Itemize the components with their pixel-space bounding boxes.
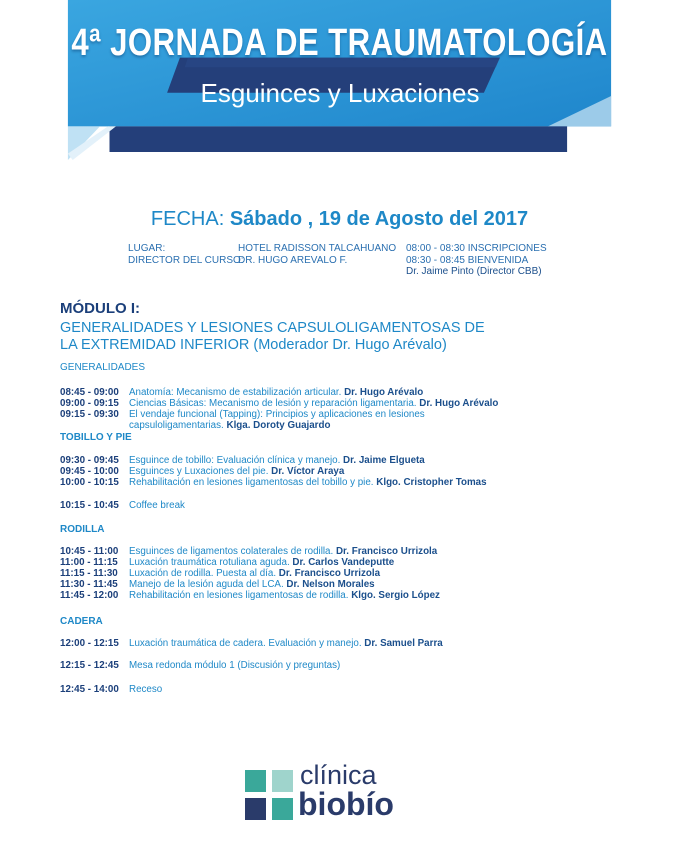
row-time: 12:15 - 12:45 <box>60 660 119 671</box>
schedule-line: Dr. Jaime Pinto (Director CBB) <box>406 266 542 277</box>
row-desc: Rehabilitación en lesiones ligamentosas del tobillo y pie. <box>129 477 374 488</box>
row-speaker: Dr. Francisco Urrizola <box>278 568 381 579</box>
schedule-line: 08:30 - 08:45 BIENVENIDA <box>406 254 529 266</box>
row-desc: Rehabilitación en lesiones ligamentosas de rodilla. <box>129 590 349 601</box>
section-generalidades: GENERALIDADES <box>60 362 146 373</box>
row-speaker: Dr. Hugo Arévalo <box>419 398 499 409</box>
logo-text-biobio: biobío <box>298 786 394 822</box>
row-desc: Ciencias Básicas: Mecanismo de lesión y reparación ligamentaria. <box>129 398 417 409</box>
row-time: 09:15 - 09:30 <box>60 409 119 420</box>
row-time: 12:00 - 12:15 <box>60 638 119 649</box>
logo-text-clinica: clínica <box>300 760 377 790</box>
main-title: 4ª JORNADA DE TRAUMATOLOGÍA <box>71 22 608 64</box>
row-time: 11:15 - 11:30 <box>60 568 118 579</box>
row-desc-wrap <box>129 557 549 569</box>
row-time: 10:45 - 11:00 <box>60 546 119 557</box>
row-time: 09:00 - 09:15 <box>60 398 119 409</box>
row-desc-wrap <box>129 579 549 591</box>
section-rodilla: RODILLA <box>60 524 105 535</box>
row-desc: Luxación traumática de cadera. Evaluación y manejo. <box>129 638 362 649</box>
row-speaker: Dr. Carlos Vandeputte <box>292 557 395 568</box>
opening-schedule <box>406 243 547 278</box>
row-desc: Coffee break <box>129 500 185 511</box>
row-speaker: Dr. Víctor Araya <box>271 466 345 477</box>
row-desc: Esguince de tobillo: Evaluación clínica y manejo. <box>129 455 341 466</box>
row-time: 10:00 - 10:15 <box>60 477 119 488</box>
row-speaker: Dr. Francisco Urrizola <box>335 546 438 557</box>
subtitle: Esguinces y Luxaciones <box>200 78 480 108</box>
row-desc: Luxación traumática rotuliana aguda. <box>129 557 290 568</box>
row-desc-wrap <box>129 398 549 410</box>
row-desc-wrap <box>129 684 549 696</box>
module-subtitle <box>60 320 540 354</box>
banner-text: EVALUACIÓN, TRATAMIENTO Y REHABILITACIÓN <box>130 161 546 182</box>
module-subtitle-line: GENERALIDADES Y LESIONES CAPSULOLIGAMENTOSAS DE <box>60 320 485 336</box>
row-speaker: Dr. Nelson Morales <box>286 579 375 590</box>
row-time: 11:45 - 12:00 <box>60 590 119 601</box>
row-time: 11:00 - 11:15 <box>60 557 118 568</box>
row-speaker: Klgo. Sergio López <box>351 590 440 601</box>
venue-label: LUGAR: <box>128 243 166 254</box>
row-speaker: Klgo. Cristopher Tomas <box>376 477 487 488</box>
row-desc-wrap <box>129 568 549 580</box>
venue-value: HOTEL RADISSON TALCAHUANO <box>238 243 397 254</box>
date-label: FECHA: <box>150 208 225 230</box>
venue-values <box>238 243 396 266</box>
section-tobillo: TOBILLO Y PIE <box>60 432 132 443</box>
clinic-logo-icon <box>245 770 295 822</box>
row-speaker: Dr. Jaime Elgueta <box>343 455 425 466</box>
director-value: DR. HUGO AREVALO F. <box>238 254 348 266</box>
row-desc-wrap <box>129 387 549 399</box>
row-desc: Esguinces de ligamentos colaterales de rodilla. <box>129 546 334 557</box>
row-speaker: Dr. Hugo Arévalo <box>344 387 424 398</box>
row-desc: capsuloligamentarias. <box>129 420 224 431</box>
date-line <box>0 208 679 231</box>
schedule-line: 08:00 - 08:30 INSCRIPCIONES <box>406 243 547 254</box>
row-speaker: Dr. Samuel Parra <box>364 638 443 649</box>
row-desc: El vendaje funcional (Tapping): Principios y aplicaciones en lesiones <box>129 409 425 420</box>
section-cadera: CADERA <box>60 616 103 627</box>
row-desc: Esguinces y Luxaciones del pie. <box>129 466 269 477</box>
row-desc-wrap <box>129 660 549 672</box>
director-label: DIRECTOR DEL CURSO: <box>128 254 244 266</box>
row-time: 11:30 - 11:45 <box>60 579 118 590</box>
row-time: 12:45 - 14:00 <box>60 684 119 695</box>
row-desc-wrap <box>129 409 549 421</box>
row-speaker: Klga. Doroty Guajardo <box>226 420 331 431</box>
row-time: 10:15 - 10:45 <box>60 500 119 511</box>
row-desc: Anatomía: Mecanismo de estabilización articular. <box>129 387 342 398</box>
date-value: Sábado , 19 de Agosto del 2017 <box>229 208 529 230</box>
module-subtitle-line: LA EXTREMIDAD INFERIOR (Moderador Dr. Hugo Arévalo) <box>60 337 447 353</box>
row-desc: Manejo de la lesión aguda del LCA. <box>129 579 284 590</box>
row-desc: Mesa redonda módulo 1 (Discusión y preguntas) <box>129 660 341 671</box>
row-time: 09:30 - 09:45 <box>60 455 119 466</box>
row-desc: Receso <box>129 684 163 695</box>
row-desc-wrap <box>129 638 549 650</box>
row-desc-wrap <box>129 477 549 489</box>
row-time: 08:45 - 09:00 <box>60 387 119 398</box>
row-desc-wrap <box>129 590 549 602</box>
row-desc-wrap <box>129 420 549 432</box>
module-title: MÓDULO I: <box>60 300 140 317</box>
row-desc: Luxación de rodilla. Puesta al día. <box>129 568 277 579</box>
venue-labels <box>128 243 244 266</box>
row-desc-wrap <box>129 455 549 467</box>
row-time: 09:45 - 10:00 <box>60 466 119 477</box>
row-desc-wrap <box>129 466 549 478</box>
row-desc-wrap <box>129 500 549 512</box>
row-desc-wrap <box>129 546 549 558</box>
